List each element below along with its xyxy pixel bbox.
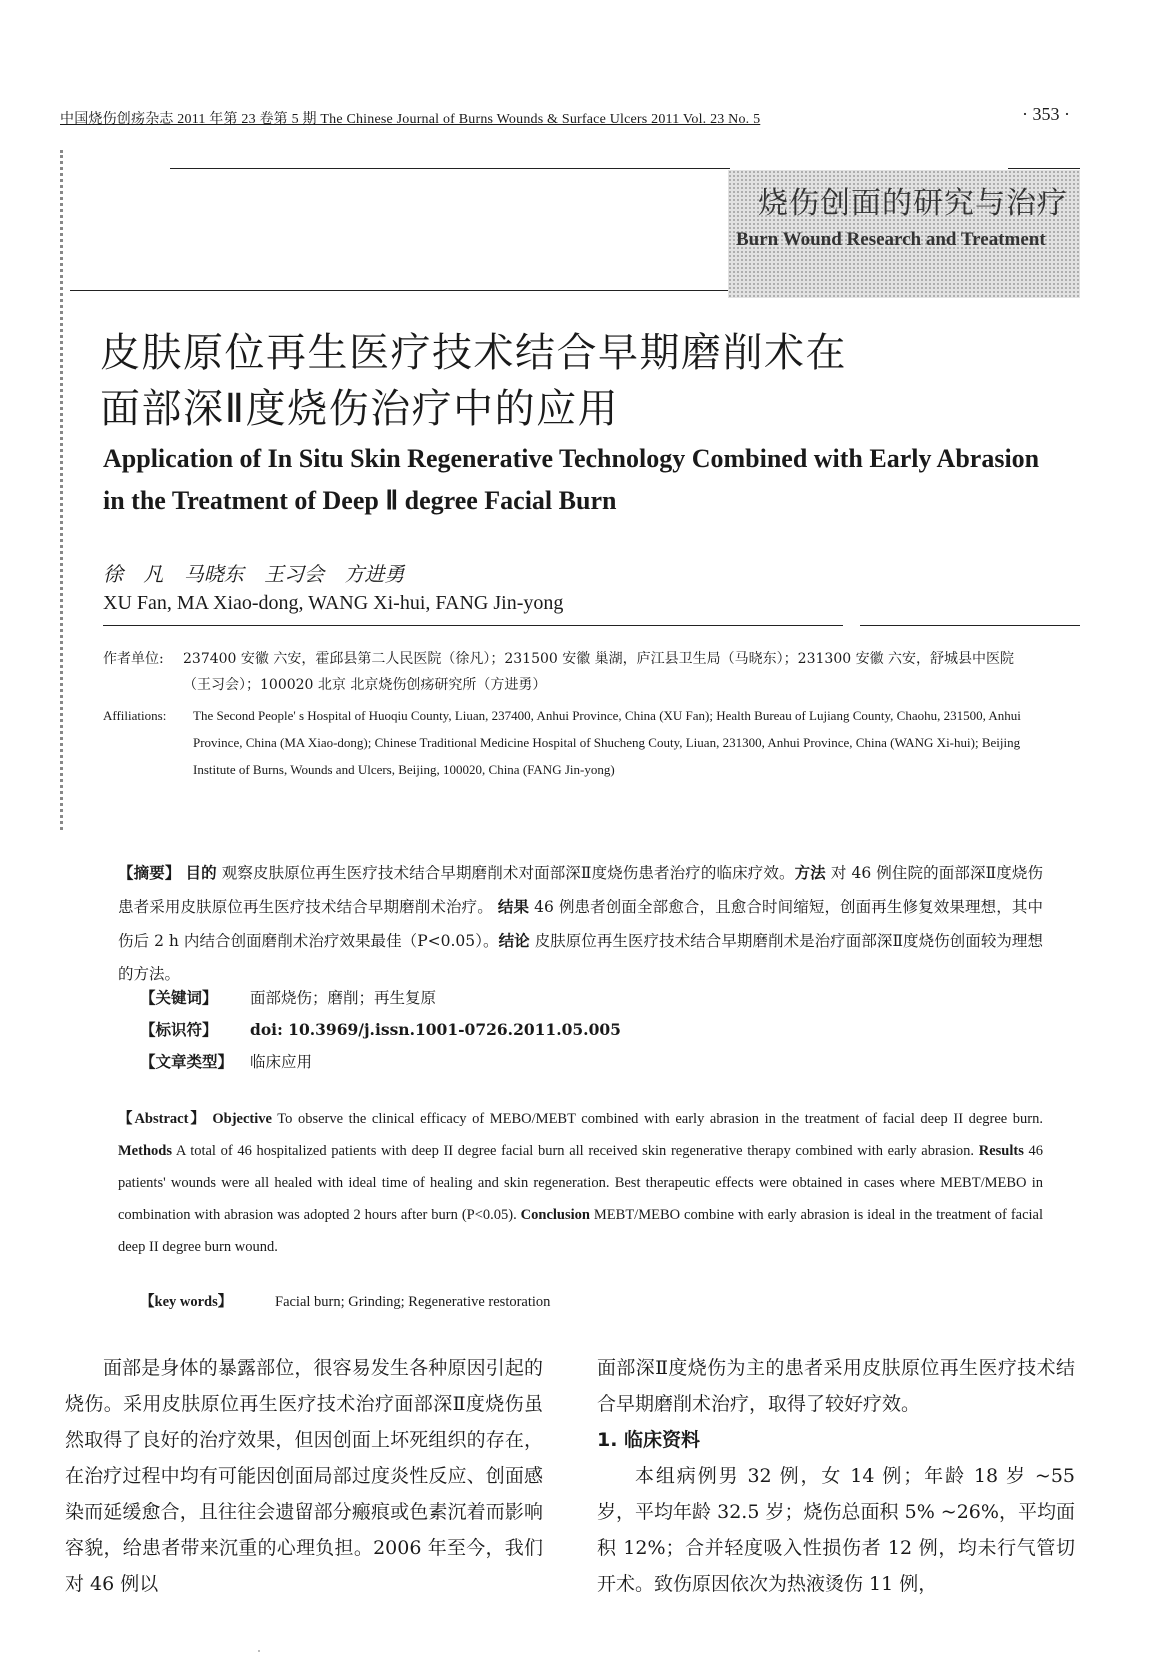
article-type-label: 【文章类型】 bbox=[140, 1052, 234, 1071]
abstract-en-method-label: Methods bbox=[118, 1143, 172, 1159]
abstract-en-objective: To observe the clinical efficacy of MEBO/MEBT combined with early abrasion in the treatment of facial deep II degree burn. bbox=[277, 1111, 1044, 1127]
rule-top bbox=[170, 168, 730, 169]
section-title-en: Burn Wound Research and Treatment bbox=[736, 229, 1046, 250]
authors-zh: 徐 凡 马晓东 王习会 方进勇 bbox=[103, 562, 405, 586]
abstract-zh-objective-label: 目的 bbox=[185, 863, 217, 882]
authors-en: XU Fan, MA Xiao-dong, WANG Xi-hui, FANG Jin-yong bbox=[103, 592, 564, 614]
keywords-en-text: Facial burn; Grinding; Regenerative restoration bbox=[275, 1294, 551, 1310]
body-column-left bbox=[65, 1350, 543, 1602]
abstract-en bbox=[118, 1103, 1043, 1263]
abstract-zh-result: 46 例患者创面全部愈合，且愈合时间缩短，创面再生修复效果理想，其中伤后 2 h 内结合创面磨削术治疗效果最佳（P<0.05）。 bbox=[118, 898, 1043, 950]
keywords-en-label: 【key words】 bbox=[140, 1294, 233, 1310]
affiliations-zh-text: 237400 安徽 六安，霍邱县第二人民医院（徐凡）；231500 安徽 巢湖，庐江县卫生局（马晓东）；231300 安徽 六安，舒城县中医院（王习会）；100020 北京 北京烧伤创疡研究所（方进勇） bbox=[183, 651, 1015, 693]
affiliations-en-label: Affiliations: bbox=[103, 708, 167, 723]
rule-authors bbox=[103, 625, 843, 626]
abstract-zh-conclusion-label: 结论 bbox=[498, 931, 530, 950]
title-zh-line2: 面部深Ⅱ度烧伤治疗中的应用 bbox=[100, 386, 620, 432]
body-paragraph: 面部是身体的暴露部位，很容易发生各种原因引起的烧伤。采用皮肤原位再生医疗技术治疗面部深Ⅱ度烧伤虽然取得了良好的治疗效果，但因创面上坏死组织的存在，在治疗过程中均有可能因创面局部过度炎性反应、创面感染而延缓愈合，且往往会遗留部分瘢痕或色素沉着而影响容貌，给患者带来沉重的心理负担。2006 年至今，我们对 46 例以 bbox=[65, 1357, 543, 1595]
abstract-en-result: 46 patients' wounds were all healed with ideal time of healing and skin regeneration. Best therapeutic effects were obtained in cases where MEBT/MEBO in combination with abrasion was adopted 2 hours after burn (P<0.05). bbox=[118, 1143, 1044, 1223]
doi bbox=[140, 1018, 621, 1040]
section-banner bbox=[728, 170, 1080, 298]
rule-banner-bottom bbox=[70, 290, 730, 291]
abstract-zh-result-label: 结果 bbox=[497, 897, 530, 916]
body-paragraph-continued: 面部深Ⅱ度烧伤为主的患者采用皮肤原位再生医疗技术结合早期磨削术治疗，取得了较好疗效。 bbox=[597, 1357, 1075, 1415]
abstract-zh-method-label: 方法 bbox=[794, 863, 826, 882]
doi-text: doi: 10.3969/j.issn.1001-0726.2011.05.005 bbox=[250, 1020, 621, 1039]
article-type-text: 临床应用 bbox=[250, 1053, 313, 1071]
abstract-zh-label: 【摘要】 bbox=[118, 863, 181, 882]
body-column-right bbox=[597, 1350, 1075, 1602]
doi-label: 【标识符】 bbox=[140, 1020, 218, 1039]
abstract-en-result-label: Results bbox=[978, 1143, 1024, 1159]
section-heading-1: 1. 临床资料 bbox=[597, 1429, 701, 1451]
keywords-en bbox=[140, 1290, 550, 1311]
left-margin-dotted-line bbox=[60, 150, 73, 830]
page-number: · 353 · bbox=[1022, 104, 1070, 124]
body-paragraph-section1: 本组病例男 32 例，女 14 例；年龄 18 岁 ~55 岁，平均年龄 32.5 岁；烧伤总面积 5% ~26%，平均面积 12%；合并轻度吸入性损伤者 12 例，均未行气管切开术。致伤原因依次为热液烫伤 11 例， bbox=[597, 1465, 1075, 1595]
keywords-zh-text: 面部烧伤；磨削；再生复原 bbox=[250, 989, 437, 1007]
abstract-en-conclusion-label: Conclusion bbox=[520, 1207, 590, 1223]
affiliations-zh bbox=[103, 646, 1043, 698]
abstract-zh-conclusion: 皮肤原位再生医疗技术结合早期磨削术是治疗面部深Ⅱ度烧伤创面较为理想的方法。 bbox=[118, 932, 1043, 983]
abstract-zh bbox=[118, 856, 1043, 991]
abstract-en-objective-label: Objective bbox=[212, 1111, 272, 1127]
article-type bbox=[140, 1050, 312, 1072]
rule-authors-right bbox=[860, 625, 1080, 626]
title-zh-line1: 皮肤原位再生医疗技术结合早期磨削术在 bbox=[100, 330, 847, 376]
abstract-en-label: 【Abstract】 bbox=[118, 1111, 207, 1127]
keywords-zh bbox=[140, 986, 436, 1008]
keywords-zh-label: 【关键词】 bbox=[140, 988, 218, 1007]
running-header bbox=[60, 104, 1070, 128]
abstract-en-conclusion: MEBT/MEBO combine with early abrasion is ideal in the treatment of facial deep II degree burn wound. bbox=[118, 1207, 1044, 1255]
footer-mark bbox=[258, 1650, 260, 1652]
abstract-zh-method: 对 46 例住院的面部深Ⅱ度烧伤患者采用皮肤原位再生医疗技术结合早期磨削术治疗。 bbox=[118, 864, 1043, 916]
abstract-en-method: A total of 46 hospitalized patients with deep II degree facial burn all received skin regenerative therapy combined with early abrasion. bbox=[175, 1143, 975, 1159]
title-en: Application of In Situ Skin Regenerative Technology Combined with Early Abrasion in the Treatment of Deep Ⅱ degree Facial Burn bbox=[103, 444, 1040, 515]
rule-top-right bbox=[1008, 168, 1080, 169]
running-header-text: 中国烧伤创疡杂志 2011 年第 23 卷第 5 期 The Chinese Journal of Burns Wounds & Surface Ulcers 2011 Vol. 23 No. 5 bbox=[60, 112, 761, 127]
affiliations-zh-label: 作者单位: bbox=[103, 651, 164, 667]
section-title-zh: 烧伤创面的研究与治疗 bbox=[758, 186, 1068, 221]
abstract-zh-objective: 观察皮肤原位再生医疗技术结合早期磨削术对面部深Ⅱ度烧伤患者治疗的临床疗效。 bbox=[221, 864, 795, 882]
affiliations-en-text: The Second People' s Hospital of Huoqiu County, Liuan, 237400, Anhui Province, China (XU Fan); Health Bureau of Lujiang County, Chaohu, 231500, Anhui Province, China (MA Xiao-dong); Chinese Traditional Medicine Hospital of Shucheng Couty, Liuan, 231300, Anhui Province, China (WANG Xi-hui); Beijing Institute of Burns, Wounds and Ulcers, Beijing, 100020, China (FANG Jin-yong) bbox=[193, 708, 1021, 777]
affiliations-en bbox=[103, 702, 1043, 783]
title-zh bbox=[100, 325, 847, 437]
